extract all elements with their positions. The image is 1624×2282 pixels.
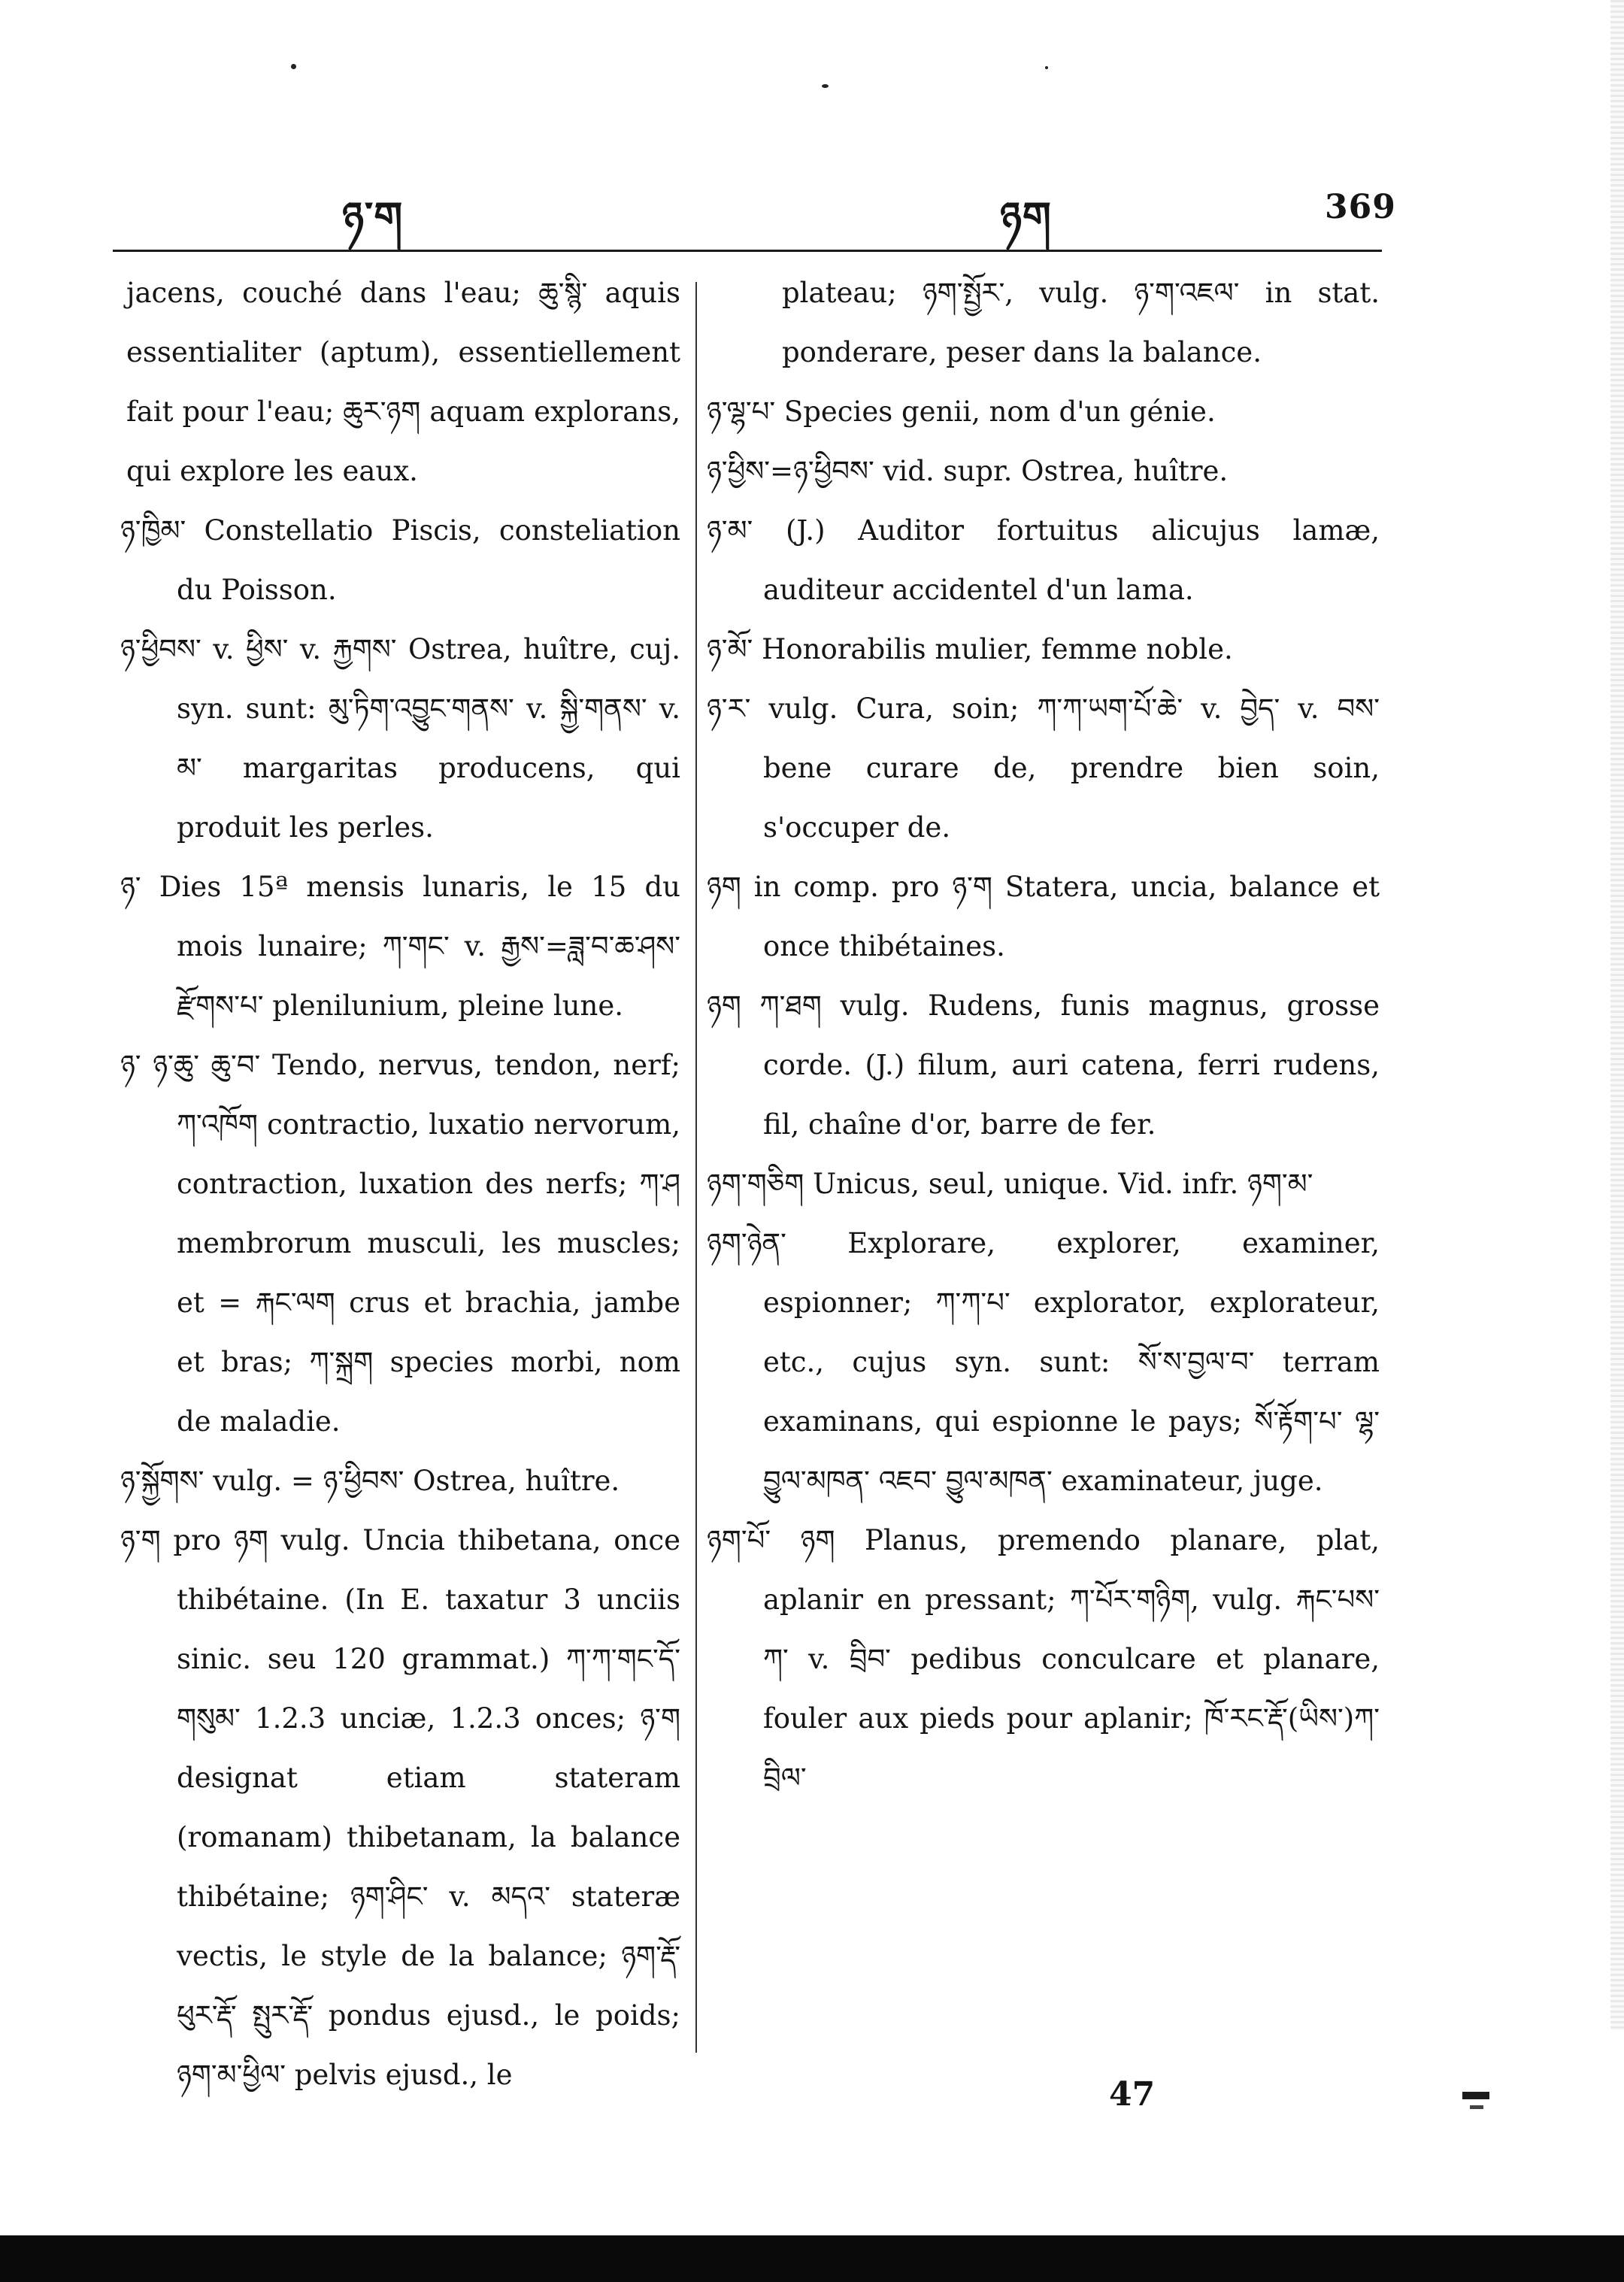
- signature-mark: 47: [1109, 2075, 1156, 2114]
- scan-edge-noise: [1610, 0, 1624, 2030]
- dictionary-entry: ཉག་ཉེན་ Explorare, explorer, examiner, espionner; ཀ་ཀ་པ་ explorator, explorateur, etc., cujus syn. sunt: སོ་ས་བྱལ་བ་ terram examinans, qui espionne le pays; སོ་རྟོག་པ་ ལྷ་བྱུལ་མཁན་ འཇབ་ བྱུལ་མཁན་ examinateur, juge.: [707, 1227, 1380, 1497]
- scan-speck: [822, 84, 829, 88]
- dictionary-entry: ཉག་གཅིག Unicus, seul, unique. Vid. infr. ཉག་མ་: [707, 1168, 1313, 1200]
- printer-ornament: [1470, 2105, 1483, 2109]
- header-rule: [113, 250, 1382, 252]
- page-number: 369: [1325, 188, 1396, 226]
- dictionary-entry: ཉ་ཕྱིབས་ v. ཕྱིས་ v. རྐྱགས་ Ostrea, huître, cuj. syn. sunt: མུ་ཏིག་འབྱུང་གནས་ v. སྐྱི་གནས་ v. མ་ margaritas producens, qui produit les perles.: [120, 633, 680, 844]
- dictionary-entry: ཉ་ Dies 15ª mensis lunaris, le 15 du mois lunaire; ཀ་གང་ v. རྒྱས་=ཟླ་བ་ཆ་ཤས་ རྫོགས་པ་ plenilunium, pleine lune.: [120, 871, 681, 1022]
- dictionary-entry: ཉ་ ཉ་ཆུ་ ཆུ་བ་ Tendo, nervus, tendon, nerf; ཀ་འཁོག contractio, luxatio nervorum, contraction, luxation des nerfs; ཀ་ཤ membrorum musculi, les muscles; et = རྐང་ལག crus et brachia, jambe et bras; ཀ་སྐྲག species morbi, nom de maladie.: [120, 1049, 680, 1438]
- dictionary-entry: ཉ་མ་ (J.) Auditor fortuitus alicujus lamæ, auditeur accidentel d'un lama.: [707, 514, 1380, 606]
- dictionary-entry: ཉག ཀ་ཐག vulg. Rudens, funis magnus, grosse corde. (J.) filum, auri catena, ferri rudens, fil, chaîne d'or, barre de fer.: [707, 989, 1380, 1141]
- right-column: [707, 263, 1380, 1808]
- dictionary-entry: ཉ་མོ་ Honorabilis mulier, femme noble.: [707, 633, 1233, 665]
- dictionary-entry: ཉ་ག pro ཉག vulg. Uncia thibetana, once thibétaine. (In E. taxatur 3 unciis sinic. seu 120 grammat.) ཀ་ཀ་གང་དོ་གསུམ་ 1.2.3 unciæ, 1.2.3 onces; ཉ་ག designat etiam stateram (romanam) thibetanam, la balance thibétaine; ཉག་ཤིང་ v. མདའ་ stateræ vectis, le style de la balance; ཉག་རྡོ་ ཕུར་རྡོ་ སྤུར་རྡོ་ pondus ejusd., le poids; ཉག་མ་ཕྱིལ་ pelvis ejusd., le: [120, 1524, 680, 2091]
- dictionary-entry: ཉ་ཁྱིམ་ Constellatio Piscis, consteliation du Poisson.: [120, 514, 680, 606]
- dictionary-entry: ཉ་སྐྱོགས་ vulg. = ཉ་ཕྱིབས་ Ostrea, huître.: [120, 1465, 620, 1497]
- dictionary-entry: jacens, couché dans l'eau; ཆུ་སྙི་ aquis essentialiter (aptum), essentiellement fait pour l'eau; ཆུར་ཉག aquam explorans, qui explore les eaux.: [126, 277, 680, 487]
- dictionary-entry: ཉག་པོ་ ཉག Planus, premendo planare, plat, aplanir en pressant; ཀ་པོར་གཉིག, vulg. རྐང་པས་ཀ་ v. བྲིབ་ pedibus conculcare et planare, fouler aux pieds pour aplanir; ཁོ་རང་རྡོ་(ཡིས་)ཀ་བྲིལ་: [707, 1524, 1380, 1794]
- dictionary-entry: plateau; ཉག་སྤྱོར་, vulg. ཉ་ག་འཇལ་ in stat. ponderare, peser dans la balance.: [782, 277, 1380, 368]
- dictionary-entry: ཉག in comp. pro ཉ་ག Statera, uncia, balance et once thibétaines.: [707, 871, 1380, 962]
- scan-speck: [291, 64, 296, 69]
- scan-bottom-border: [0, 2235, 1624, 2282]
- scan-speck: [1045, 66, 1048, 69]
- dictionary-entry: ཉ་ལྷ་པ་ Species genii, nom d'un génie.: [707, 395, 1216, 428]
- dictionary-entry: ཉ་ར་ vulg. Cura, soin; ཀ་ཀ་ཡག་པོ་ཆེ་ v. བྱེད་ v. བས་ bene curare de, prendre bien soin, s'occuper de.: [707, 692, 1380, 844]
- running-head-right: ཉག: [1000, 192, 1052, 241]
- running-head-left: ཉ་ག: [342, 192, 404, 241]
- dictionary-entry: ཉ་ཕྱིས་=ཉ་ཕྱིབས་ vid. supr. Ostrea, huître.: [707, 455, 1229, 487]
- printer-ornament: [1462, 2092, 1489, 2099]
- column-rule: [695, 282, 697, 2053]
- left-column: [120, 263, 680, 2105]
